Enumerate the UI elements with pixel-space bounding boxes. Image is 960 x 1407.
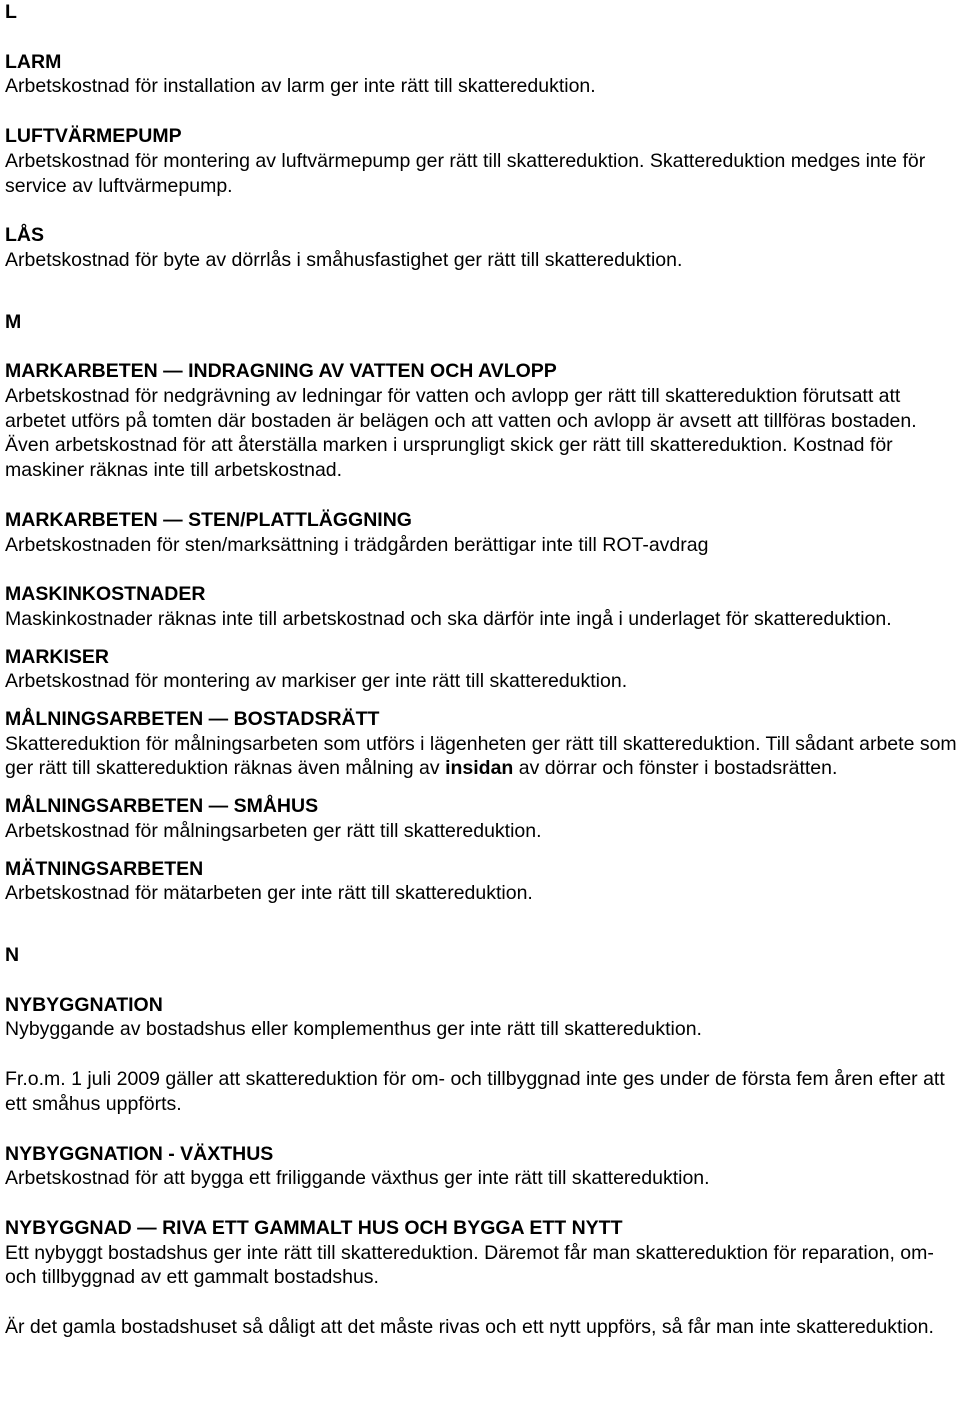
entry-title: NYBYGGNAD — RIVA ETT GAMMALT HUS OCH BYGGA ETT NYTT	[5, 1216, 623, 1239]
entry-body-text: Skattereduktion för målningsarbeten som utförs i lägenheten ger rätt till skattereduktion. Till sådant arbete som ger rätt till skattereduktion räknas även målning av	[5, 732, 957, 780]
entry-nybyggnad-riva	[5, 1216, 957, 1340]
entry-title: LARM	[5, 50, 62, 73]
entry-body: Arbetskostnad för installation av larm ger inte rätt till skattereduktion.	[5, 75, 596, 98]
entry-note: Fr.o.m. 1 juli 2009 gäller att skattereduktion för om- och tillbyggnad inte ges under de första fem åren efter att ett småhus uppförts.	[5, 1068, 945, 1115]
entry-body: Nybyggande av bostadshus eller komplementhus ger inte rätt till skattereduktion.	[5, 1018, 702, 1041]
entry-body: Arbetskostnad för byte av dörrlås i småhusfastighet ger rätt till skattereduktion.	[5, 248, 683, 271]
entry-body-emphasis: insidan	[445, 757, 514, 780]
entry-markarbeten-vatten	[5, 359, 957, 483]
entry-body	[5, 732, 957, 781]
document-page	[5, 0, 957, 1340]
entry-title: NYBYGGNATION	[5, 993, 163, 1016]
entry-title: MASKINKOSTNADER	[5, 583, 206, 606]
section-letter-l: L	[5, 1, 17, 23]
entry-las	[5, 223, 957, 272]
entry-title: MARKISER	[5, 645, 110, 668]
entry-body: Arbetskostnad för att bygga ett friliggande växthus ger inte rätt till skattereduktion.	[5, 1167, 710, 1190]
entry-body-text: av dörrar och fönster i bostadsrätten.	[513, 757, 838, 780]
entry-body: Arbetskostnad för nedgrävning av ledningar för vatten och avlopp ger rätt till skattereduktion förutsatt att arbetet utförs på tomten där bostaden är belägen och att vatten och avlopp är avsett att tillföras bostaden. Även arbetskostnad för att återställa marken i ursprungligt skick ger rätt till skattereduktion. Kostnad för maskiner räknas inte till arbetskostnad.	[5, 385, 917, 482]
entry-markarbeten-sten	[5, 508, 957, 557]
entry-body: Maskinkostnader räknas inte till arbetskostnad och ska därför inte ingå i underlaget för skattereduktion.	[5, 607, 892, 630]
section-letter-n: N	[5, 943, 20, 966]
entry-body: Arbetskostnad för målningsarbeten ger rätt till skattereduktion.	[5, 819, 542, 842]
entry-matningsarbeten	[5, 857, 957, 906]
entry-title: MÅLNINGSARBETEN — BOSTADSRÄTT	[5, 708, 380, 731]
entry-body: Arbetskostnad för montering av luftvärmepump ger rätt till skattereduktion. Skattereduktion medges inte för service av luftvärmepump.	[5, 149, 926, 197]
entry-luftvarmepump	[5, 124, 957, 198]
entry-body: Arbetskostnaden för sten/marksättning i trädgården berättigar inte till ROT-avdrag	[5, 533, 709, 556]
entry-markiser	[5, 645, 957, 694]
entry-title: LUFTVÄRMEPUMP	[5, 125, 182, 148]
entry-malning-bostadsratt	[5, 707, 957, 781]
entry-body: Arbetskostnad för mätarbeten ger inte rätt till skattereduktion.	[5, 882, 533, 905]
entry-maskinkostnader	[5, 582, 957, 631]
entry-title: MARKARBETEN — STEN/PLATTLÄGGNING	[5, 508, 412, 531]
entry-malning-smahus	[5, 794, 957, 843]
entry-title: MÄTNINGSARBETEN	[5, 857, 204, 880]
entry-body: Arbetskostnad för montering av markiser ger inte rätt till skattereduktion.	[5, 670, 628, 693]
entry-body: Ett nybyggt bostadshus ger inte rätt till skattereduktion. Däremot får man skattereduktion för reparation, om- och tillbyggnad av ett gammalt bostadshus.	[5, 1241, 934, 1289]
entry-nybyggnation-vaxthus	[5, 1142, 957, 1191]
entry-title: MARKARBETEN — INDRAGNING AV VATTEN OCH AVLOPP	[5, 360, 557, 383]
entry-note: Är det gamla bostadshuset så dåligt att det måste rivas och ett nytt uppförs, så får man inte skattereduktion.	[5, 1316, 934, 1339]
entry-larm	[5, 50, 957, 99]
entry-title: NYBYGGNATION - VÄXTHUS	[5, 1142, 274, 1165]
entry-title: MÅLNINGSARBETEN — SMÅHUS	[5, 795, 319, 818]
entry-title: LÅS	[5, 224, 44, 247]
section-letter-m: M	[5, 310, 22, 333]
entry-nybyggnation	[5, 993, 957, 1117]
